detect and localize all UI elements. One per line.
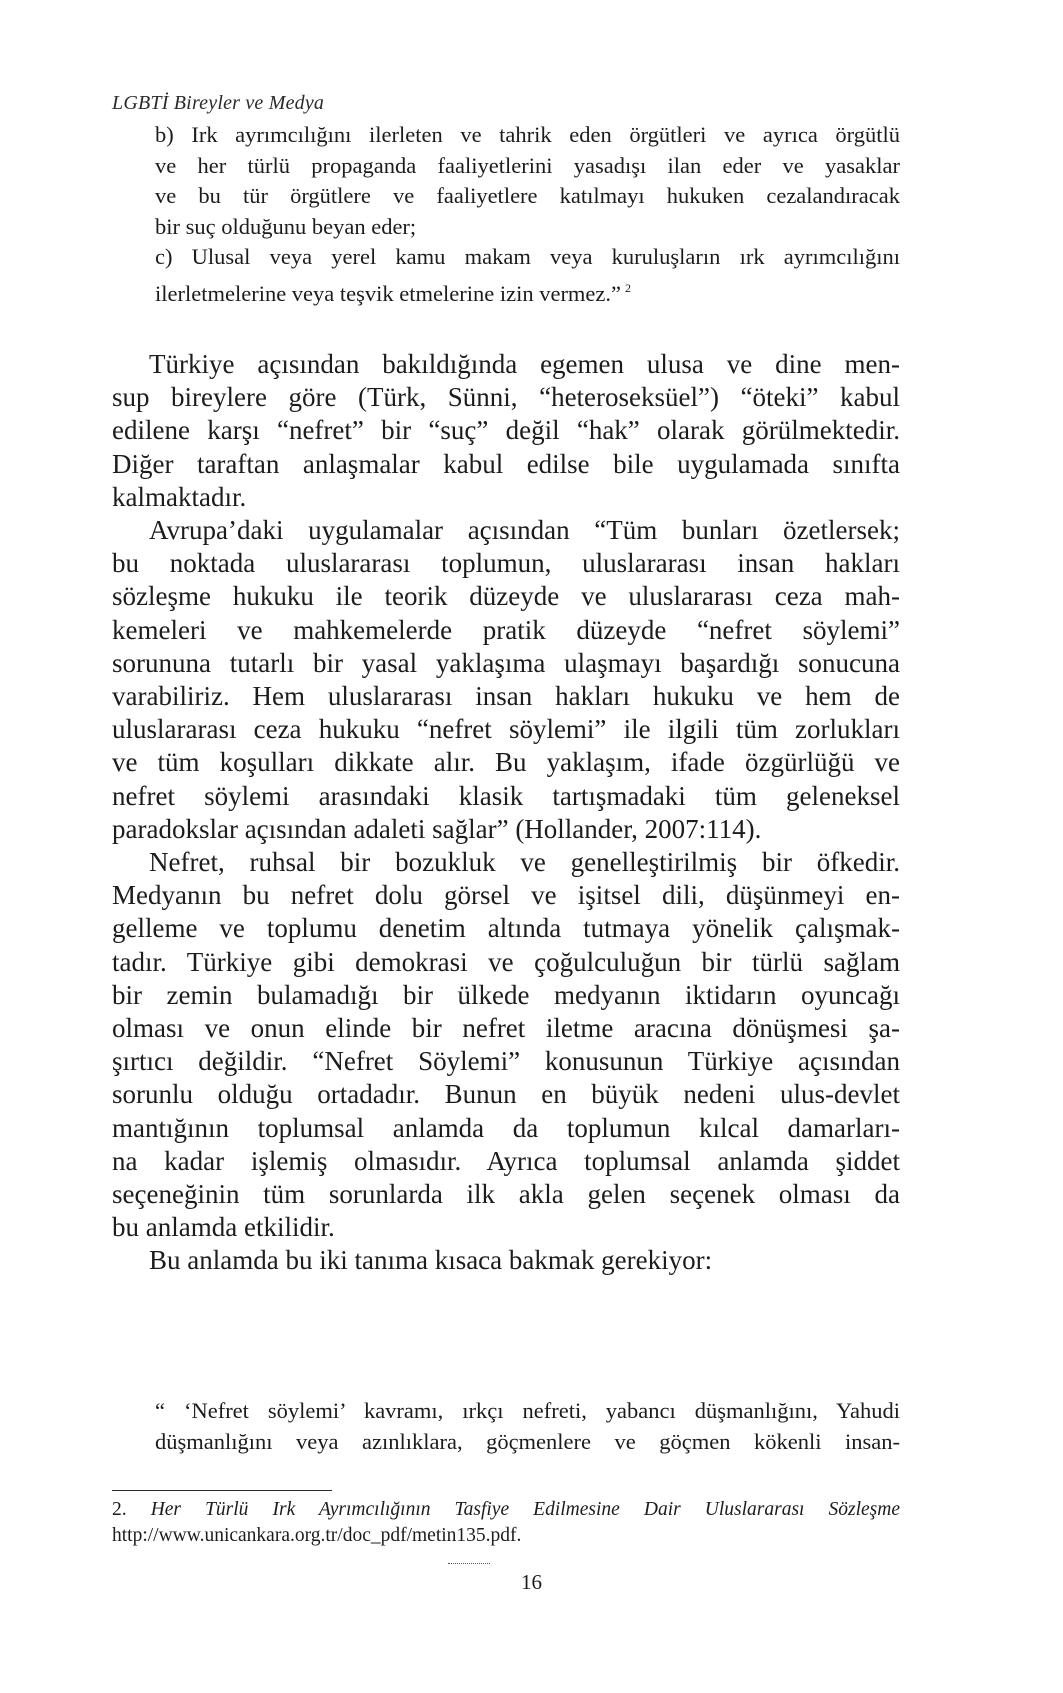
- quote-line: bir suç olduğunu beyan eder;: [155, 213, 417, 239]
- paragraph-line: paradokslar açısından adaleti sağlar” (Hollander, 2007:114).: [112, 813, 762, 844]
- quote-line: ve her türlü propaganda faaliyetlerini yasadışı ilan eder ve yasaklar: [155, 152, 900, 178]
- footnote: [112, 1497, 900, 1549]
- footnote-url[interactable]: http://www.unicankara.org.tr/doc_pdf/metin135.pdf.: [112, 1525, 522, 1546]
- paragraph-line: tadır. Türkiye gibi demokrasi ve çoğulculuğun bir türlü sağlam: [112, 946, 900, 977]
- paragraph-line: seçeneğinin tüm sorunlarda ilk akla gelen seçenek olması da: [112, 1179, 900, 1210]
- paragraph-line: edilene karşı “nefret” bir “suç” değil “hak” olarak görülmektedir.: [112, 415, 900, 446]
- quote-line: düşmanlığını veya azınlıklara, göçmenlere ve göçmen kökenli insan-: [155, 1429, 900, 1454]
- block-quote-bottom: [155, 1395, 900, 1457]
- paragraph-line: sözleşme hukuku ile teorik düzeyde ve uluslararası ceza mah-: [112, 581, 900, 612]
- paragraph-line: Bu anlamda bu iki tanıma kısaca bakmak gerekiyor:: [149, 1245, 713, 1276]
- footnote-title-line: [112, 1497, 900, 1523]
- page-number: 16: [521, 1570, 542, 1594]
- page-number-divider: [448, 1563, 490, 1564]
- quote-line: b) Irk ayrımcılığını ilerleten ve tahrik eden örgütleri ve ayrıca örgütlü: [155, 122, 900, 147]
- paragraph-line: Avrupa’daki uygulamalar açısından “Tüm bunları özetlersek;: [149, 515, 900, 546]
- paragraph-line: Medyanın bu nefret dolu görsel ve işitsel dili, düşünmeyi en-: [112, 880, 900, 911]
- block-quote-top: [155, 120, 900, 309]
- paragraph-line: sorunlu olduğu ortadadır. Bunun en büyük nedeni ulus-devlet: [112, 1079, 900, 1110]
- running-head: LGBTİ Bireyler ve Medya: [112, 92, 325, 114]
- quote-line-text: ilerletmelerine veya teşvik etmelerine izin vermez.”: [155, 280, 622, 306]
- paragraph-line: bir zemin bulamadığı bir ülkede medyanın iktidarın oyuncağı: [112, 979, 900, 1010]
- paragraph-line: mantığının toplumsal anlamda da toplumun kılcal damarları-: [112, 1112, 900, 1143]
- paragraph-line: na kadar işlemiş olmasıdır. Ayrıca toplumsal anlamda şiddet: [112, 1145, 900, 1176]
- paragraph-line: olması ve onun elinde bir nefret iletme aracına dönüşmesi şa-: [112, 1013, 900, 1044]
- paragraph-line: sorununa tutarlı bir yasal yaklaşıma ulaşmayı başardığı sonucuna: [112, 647, 900, 678]
- footnote-reference[interactable]: 2: [625, 280, 632, 295]
- quote-line: ve bu tür örgütlere ve faaliyetlere katılmayı hukuken cezalandıracak: [155, 183, 900, 208]
- paragraph-line: uluslararası ceza hukuku “nefret söylemi” ile ilgili tüm zorlukları: [112, 714, 900, 745]
- paragraph-line: bu anlamda etkilidir.: [112, 1212, 335, 1243]
- footnote-number: 2.: [112, 1499, 127, 1520]
- paragraph-line: nefret söylemi arasındaki klasik tartışmadaki tüm geleneksel: [112, 780, 900, 811]
- footnote-divider: [112, 1490, 332, 1491]
- quote-line: c) Ulusal veya yerel kamu makam veya kuruluşların ırk ayrımcılığını: [155, 244, 900, 269]
- quote-line-final: [155, 273, 900, 310]
- footnote-title: Her Türlü Irk Ayrımcılığının Tasfiye Edilmesine Dair Uluslararası Sözleşme: [150, 1499, 900, 1520]
- paragraph-line: şırtıcı değildir. “Nefret Söylemi” konusunun Türkiye açısından: [112, 1046, 900, 1077]
- paragraph-line: kemeleri ve mahkemelerde pratik düzeyde “nefret söylemi”: [112, 614, 900, 645]
- paragraph-line: Türkiye açısından bakıldığında egemen ulusa ve dine men-: [149, 349, 900, 379]
- paragraph-line: Diğer taraftan anlaşmalar kabul edilse bile uygulamada sınıfta: [112, 448, 900, 479]
- paragraph-line: varabiliriz. Hem uluslararası insan hakları hukuku ve hem de: [112, 681, 900, 712]
- quote-line: “ ‘Nefret söylemi’ kavramı, ırkçı nefreti, yabancı düşmanlığını, Yahudi: [155, 1398, 900, 1423]
- paragraph-line: bu noktada uluslararası toplumun, uluslararası insan hakları: [112, 548, 900, 579]
- main-text: [112, 348, 900, 1278]
- paragraph-line: kalmaktadır.: [112, 481, 247, 512]
- paragraph-line: sup bireylere göre (Türk, Sünni, “heteroseksüel”) “öteki” kabul: [112, 382, 900, 413]
- paragraph-line: Nefret, ruhsal bir bozukluk ve genelleştirilmiş bir öfkedir.: [149, 847, 900, 878]
- paragraph-line: gelleme ve toplumu denetim altında tutmaya yönelik çalışmak-: [112, 913, 900, 944]
- paragraph-line: ve tüm koşulları dikkate alır. Bu yaklaşım, ifade özgürlüğü ve: [112, 747, 900, 778]
